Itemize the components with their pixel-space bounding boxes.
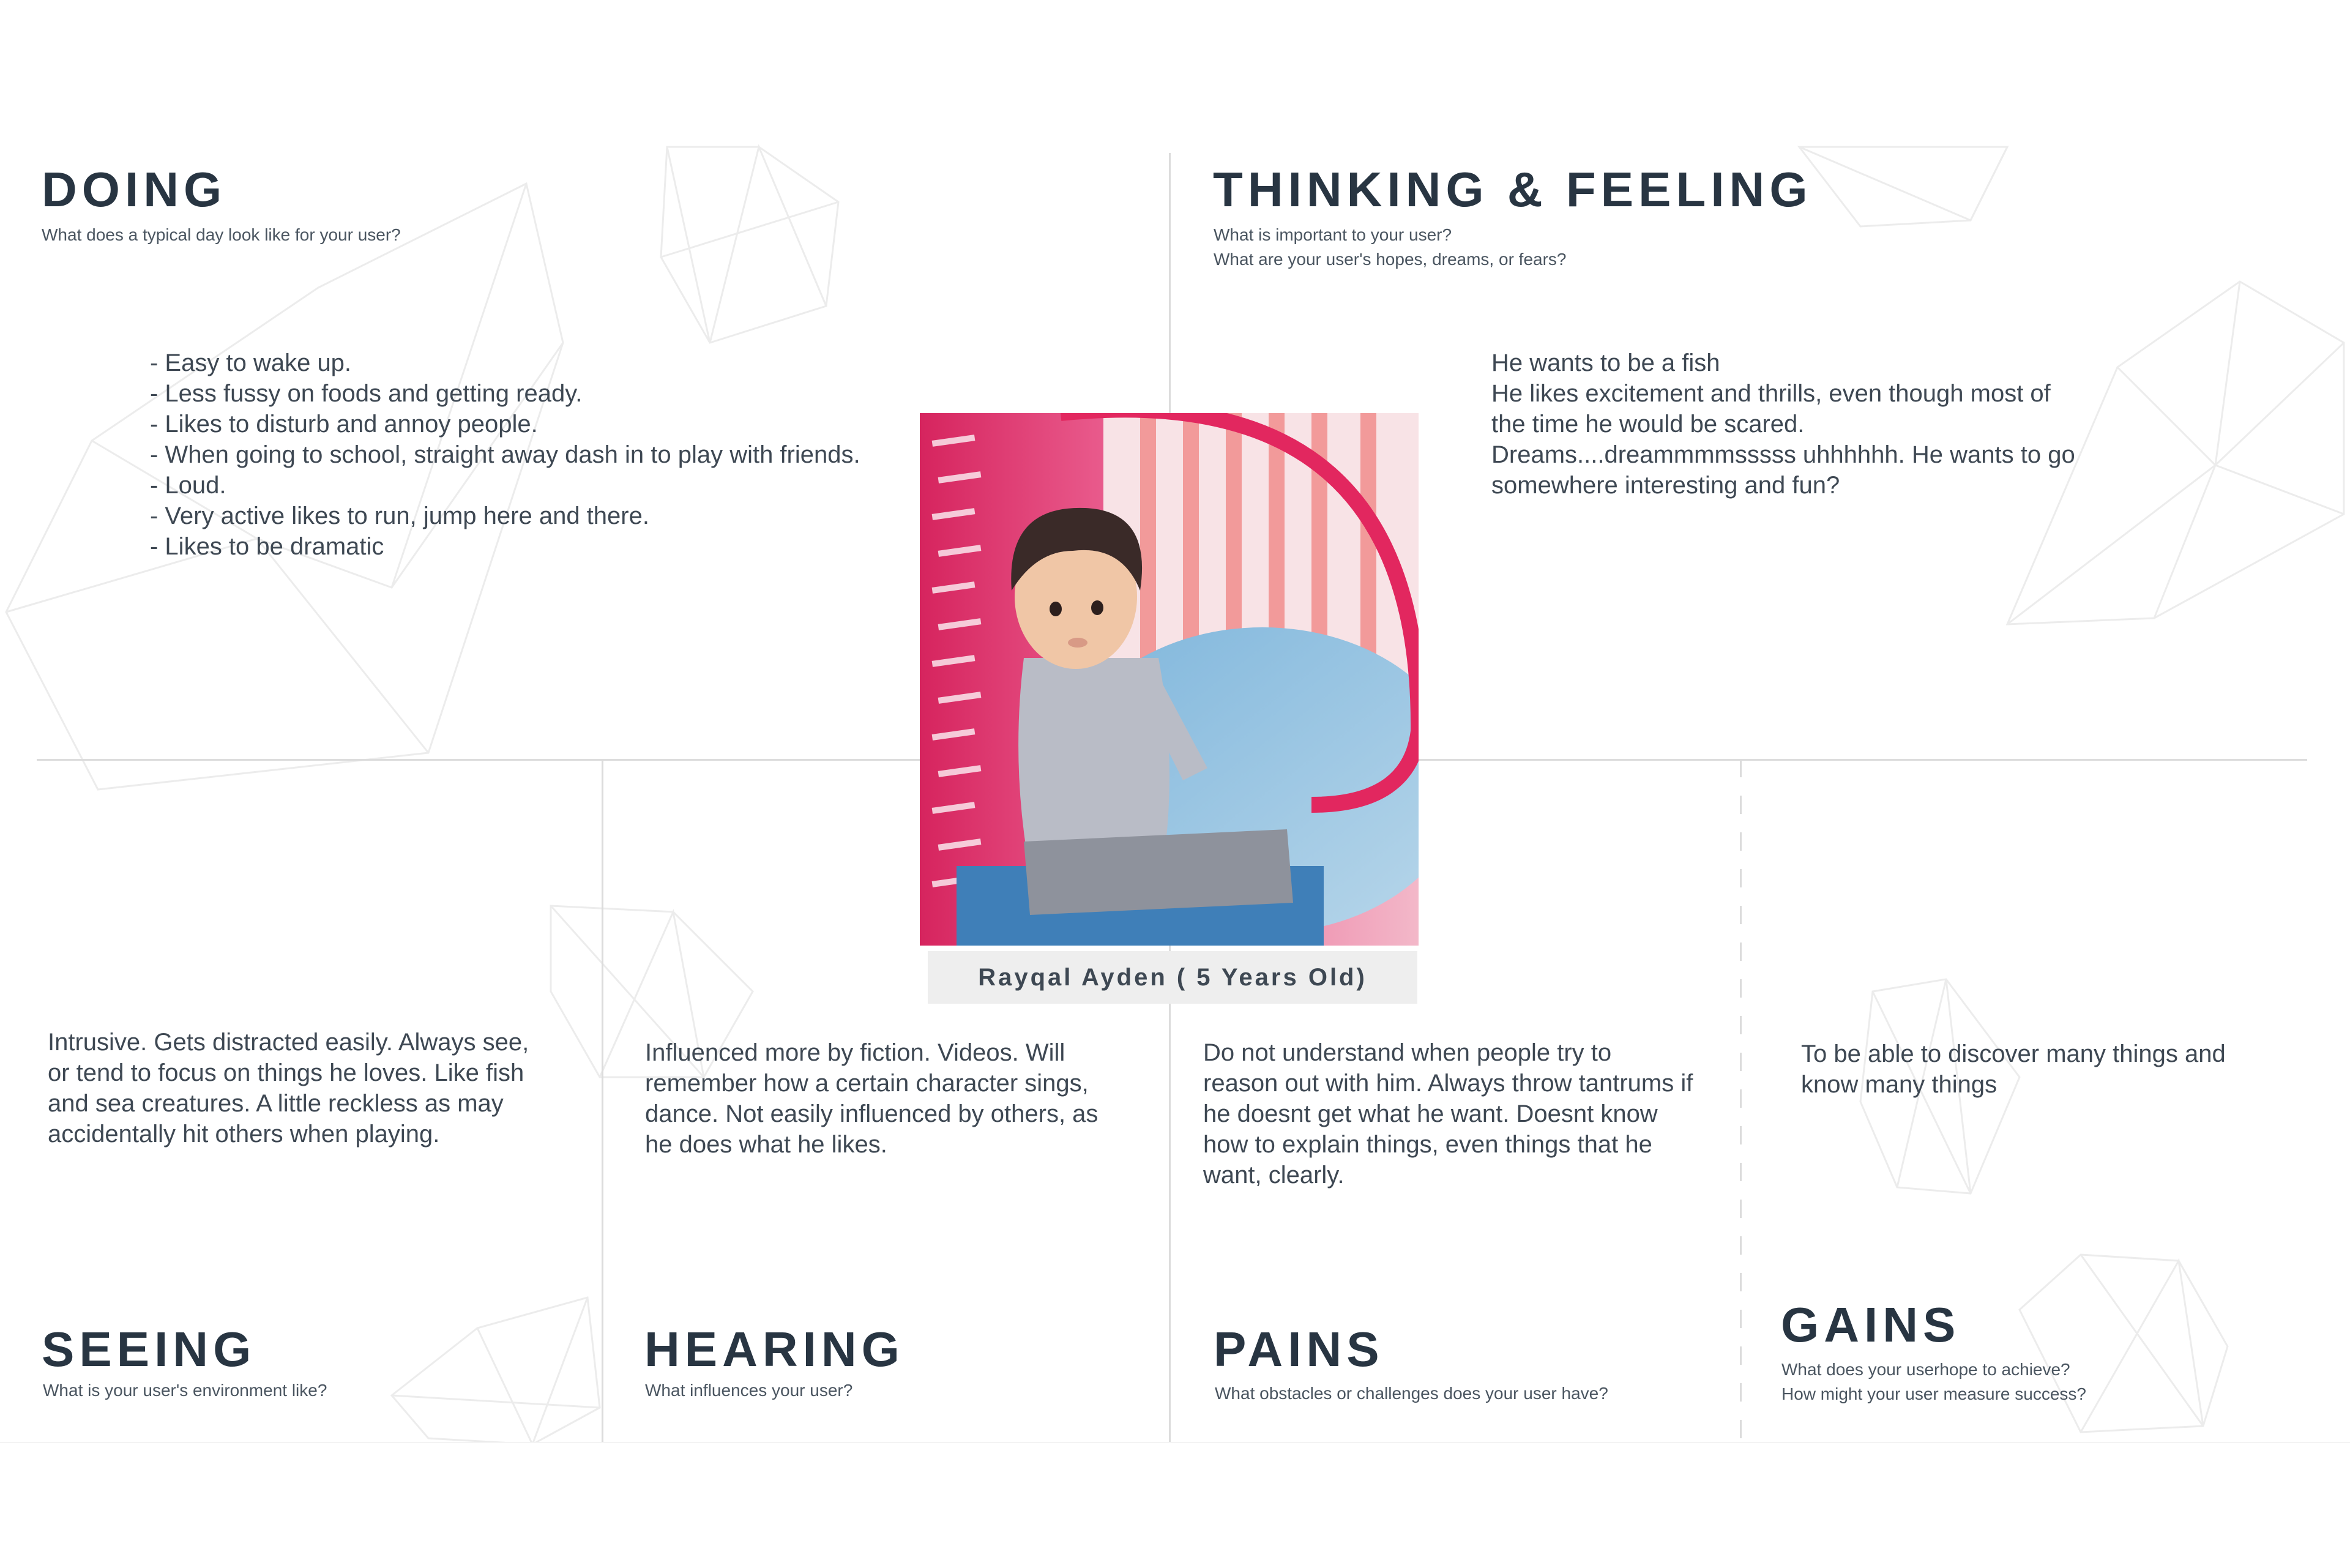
subtitle-line: What are your user's hopes, dreams, or fears?	[1214, 250, 1567, 269]
text-line: To be able to discover many things and	[1801, 1040, 2226, 1067]
doing-list	[150, 348, 860, 562]
list-item: - Very active likes to run, jump here and there.	[150, 502, 649, 529]
list-item: - Likes to be dramatic	[150, 533, 384, 560]
text-line: he does what he likes.	[645, 1131, 887, 1158]
seeing-title: SEEING	[42, 1322, 256, 1376]
list-item: - Loud.	[150, 472, 226, 499]
seeing-subtitle: What is your user's environment like?	[43, 1381, 327, 1400]
pains-text	[1203, 1037, 1693, 1190]
text-line: Do not understand when people try to	[1203, 1039, 1612, 1066]
persona-photo	[920, 413, 1419, 946]
subtitle-line: What is important to your user?	[1214, 225, 1452, 244]
text-line: remember how a certain character sings,	[645, 1070, 1089, 1097]
text-line: the time he would be scared.	[1491, 411, 1805, 438]
text-line: He likes excitement and thrills, even though most of	[1491, 380, 2051, 407]
hearing-text	[645, 1037, 1098, 1160]
text-line: somewhere interesting and fun?	[1491, 472, 1840, 499]
gains-text	[1801, 1039, 2226, 1100]
hearing-title: HEARING	[644, 1322, 905, 1376]
gains-title: GAINS	[1781, 1297, 1961, 1352]
gains-subtitle	[1781, 1357, 2086, 1406]
pains-title: PAINS	[1214, 1322, 1384, 1376]
text-line: want, clearly.	[1203, 1162, 1345, 1189]
text-line: or tend to focus on things he loves. Like fish	[48, 1059, 524, 1086]
subtitle-line: How might your user measure success?	[1781, 1384, 2086, 1403]
list-item: - When going to school, straight away dash in to play with friends.	[150, 441, 860, 468]
thinking-feeling-subtitle	[1214, 223, 1567, 272]
text-line: accidentally hit others when playing.	[48, 1121, 440, 1148]
subtitle-line: What does your userhope to achieve?	[1781, 1360, 2070, 1379]
persona-name-label: Rayqal Ayden ( 5 Years Old)	[928, 951, 1417, 1004]
list-item: - Easy to wake up.	[150, 349, 352, 376]
pains-subtitle: What obstacles or challenges does your user have?	[1215, 1384, 1608, 1403]
text-line: how to explain things, even things that he	[1203, 1131, 1652, 1158]
hearing-subtitle: What influences your user?	[645, 1381, 853, 1400]
thinking-feeling-title: THINKING & FEELING	[1213, 162, 1813, 217]
thinking-feeling-text	[1491, 348, 2075, 501]
text-line: he doesnt get what he want. Doesnt know	[1203, 1100, 1658, 1127]
text-line: Intrusive. Gets distracted easily. Always see,	[48, 1029, 529, 1056]
text-line: Influenced more by fiction. Videos. Will	[645, 1039, 1065, 1066]
text-line: dance. Not easily influenced by others, as	[645, 1100, 1099, 1127]
text-line: He wants to be a fish	[1491, 349, 1720, 376]
doing-title: DOING	[42, 162, 227, 217]
list-item: - Less fussy on foods and getting ready.	[150, 380, 583, 407]
bottom-margin	[0, 1442, 2350, 1568]
seeing-text	[48, 1027, 529, 1149]
text-line: know many things	[1801, 1071, 1997, 1098]
list-item: - Likes to disturb and annoy people.	[150, 411, 538, 438]
vertical-divider-dashed	[1740, 759, 1742, 1442]
persona-photo-illustration	[920, 413, 1419, 946]
text-line: reason out with him. Always throw tantrums if	[1203, 1070, 1693, 1097]
doing-subtitle: What does a typical day look like for your user?	[42, 225, 401, 244]
text-line: Dreams....dreammmmsssss uhhhhhh. He wants to go	[1491, 441, 2075, 468]
text-line: and sea creatures. A little reckless as may	[48, 1090, 504, 1117]
vertical-divider-bottom-left	[602, 759, 603, 1442]
